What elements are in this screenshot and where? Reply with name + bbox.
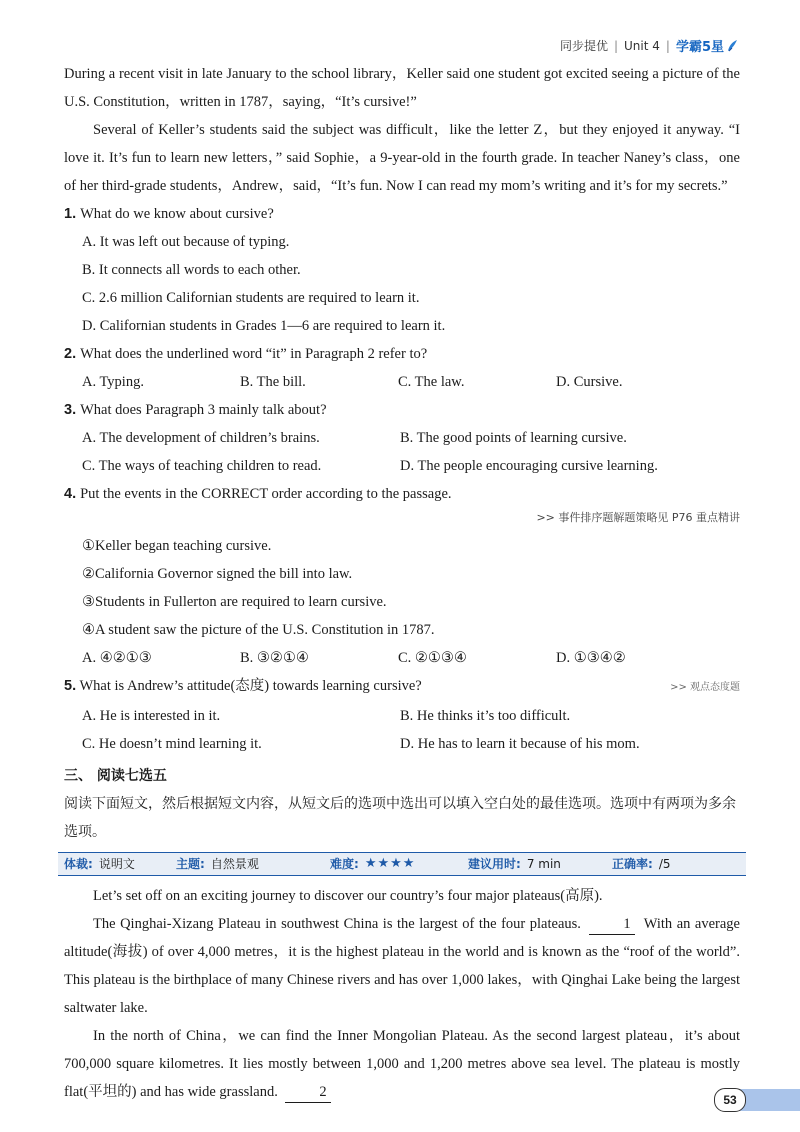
event-item: ④A student saw the picture of the U.S. Constitution in 1787. (82, 622, 435, 638)
header-separator: | (613, 38, 619, 53)
options-row (64, 644, 740, 672)
question-text: What does Paragraph 3 mainly talk about? (80, 402, 327, 418)
section-instruction: 阅读下面短文，然后根据短文内容，从短文后的选项中选出可以填入空白处的最佳选项。选项中有两项为多余选项。 (64, 796, 736, 840)
question-number: 4. (64, 486, 77, 502)
options-row (64, 424, 740, 452)
answer-option[interactable]: A. It was left out because of typing. (82, 234, 290, 250)
answer-option[interactable]: D. ①③④② (556, 650, 626, 666)
page-number: 53 (714, 1088, 746, 1112)
difficulty-stars-icon: ★★★★ (364, 856, 416, 871)
question-text: Put the events in the CORRECT order according to the passage. (80, 486, 452, 502)
answer-option[interactable]: C. ②①③④ (398, 650, 467, 666)
time-value: 7 min (526, 857, 561, 871)
accuracy-label: 正确率: (612, 857, 653, 871)
section-title: 三、 阅读七选五 (64, 768, 167, 784)
answer-option[interactable]: B. The bill. (240, 374, 306, 390)
page-header (560, 36, 738, 55)
passage-paragraph (64, 1022, 740, 1106)
brand-name: 学霸5星 (675, 40, 724, 55)
question-text: What does the underlined word “it” in Paragraph 2 refer to? (80, 346, 428, 362)
time-cell (468, 850, 612, 878)
answer-option[interactable]: B. He thinks it’s too difficult. (400, 708, 571, 724)
options-row (64, 702, 740, 730)
answer-option[interactable]: C. The ways of teaching children to read. (82, 458, 322, 474)
header-separator: | (665, 38, 670, 53)
question-number: 3. (64, 402, 77, 418)
question-number: 5. (64, 678, 77, 694)
answer-option[interactable]: A. He is interested in it. (82, 708, 221, 724)
topic-label: 主题: (176, 857, 205, 871)
passage-text: The Qinghai-Xizang Plateau in southwest China is the largest of the four plateaus. (93, 916, 581, 932)
brand-logo (676, 36, 738, 55)
question-number: 1. (64, 206, 77, 222)
event-item: ①Keller began teaching cursive. (82, 538, 272, 554)
difficulty-cell (330, 850, 468, 878)
answer-option[interactable]: A. ④②①③ (82, 650, 152, 666)
question-type-hint: >> 观点态度题 (670, 682, 740, 693)
answer-option[interactable]: B. It connects all words to each other. (82, 262, 301, 278)
answer-option[interactable]: C. He doesn’t mind learning it. (82, 736, 262, 752)
accuracy-value: /5 (658, 857, 671, 871)
genre-value: 说明文 (98, 857, 135, 871)
passage-paragraph: Let’s set off on an exciting journey to discover our country’s four major plateaus(高原). (93, 888, 603, 904)
options-row (64, 368, 740, 396)
question-5 (64, 672, 740, 702)
topic-value: 自然景观 (210, 857, 259, 871)
passage-info-bar (58, 852, 746, 876)
answer-blank[interactable]: 2 (285, 1082, 331, 1103)
answer-option[interactable]: A. Typing. (82, 374, 144, 390)
passage-paragraph: During a recent visit in late January to the school library，Keller said one student got excited seeing a picture of the U.S. Constitution，written in 1787，saying，“It’s cursive!” (64, 66, 740, 110)
accuracy-cell (612, 850, 671, 878)
question-text: What is Andrew’s attitude(态度) towards learning cursive? (79, 678, 422, 694)
passage-text: With an average altitude(海拔) of over 4,000 metres，it is the highest plateau in the world and is known as the “roof of the world”. This plateau is the birthplace of many Chinese rivers and has over 1,000 lakes，with Qinghai Lake being the largest saltwater lake. (64, 916, 740, 1016)
options-row (64, 730, 740, 758)
question-1 (64, 200, 740, 228)
answer-option[interactable]: A. The development of children’s brains. (82, 430, 320, 446)
answer-option[interactable]: D. Cursive. (556, 374, 623, 390)
answer-option[interactable]: D. The people encouraging cursive learning. (400, 458, 658, 474)
answer-option[interactable]: C. 2.6 million Californian students are required to learn it. (82, 290, 420, 306)
answer-option[interactable]: B. The good points of learning cursive. (400, 430, 627, 446)
question-4 (64, 480, 740, 508)
answer-option[interactable]: B. ③②①④ (240, 650, 309, 666)
strategy-hint: >> 事件排序题解题策略见 P76 重点精讲 (536, 511, 740, 524)
event-item: ③Students in Fullerton are required to learn cursive. (82, 594, 387, 610)
answer-option[interactable]: C. The law. (398, 374, 465, 390)
page-number-bar (738, 1089, 800, 1111)
question-number: 2. (64, 346, 77, 362)
time-label: 建议用时: (468, 857, 521, 871)
answer-blank[interactable]: 1 (589, 914, 635, 935)
passage-paragraph (64, 910, 740, 1022)
genre-cell (64, 850, 176, 878)
options-row (64, 452, 740, 480)
question-3 (64, 396, 740, 424)
passage-text: In the north of China，we can find the Inner Mongolian Plateau. As the second largest plateau，it’s about 700,000 square kilometres. It lies mostly between 1,000 and 1,200 metres above sea level. The plateau is mostly flat(平坦的) and has wide grassland. (64, 1028, 740, 1100)
page-content (64, 60, 740, 1106)
page-number-badge (714, 1088, 800, 1112)
difficulty-label: 难度: (330, 857, 359, 871)
topic-cell (176, 850, 330, 878)
event-item: ②California Governor signed the bill into law. (82, 566, 353, 582)
passage-paragraph: Several of Keller’s students said the subject was difficult，like the letter Z，but they enjoyed it anyway. “I love it. It’s fun to learn new letters，” said Sophie，a 9-year-old in the fourth grade. In teacher Naney’s class，one of her third-grade students，Andrew，said，“It’s fun. Now I can read my mom’s writing and it’s for my secrets.” (64, 122, 740, 194)
header-unit-label: Unit 4 (624, 38, 660, 53)
question-2 (64, 340, 740, 368)
answer-option[interactable]: D. Californian students in Grades 1—6 are required to learn it. (82, 318, 446, 334)
question-text: What do we know about cursive? (80, 206, 274, 222)
answer-option[interactable]: D. He has to learn it because of his mom. (400, 736, 640, 752)
header-sync-label: 同步提优 (559, 39, 608, 53)
genre-label: 体裁: (64, 857, 93, 871)
brand-wing-icon (726, 39, 738, 53)
